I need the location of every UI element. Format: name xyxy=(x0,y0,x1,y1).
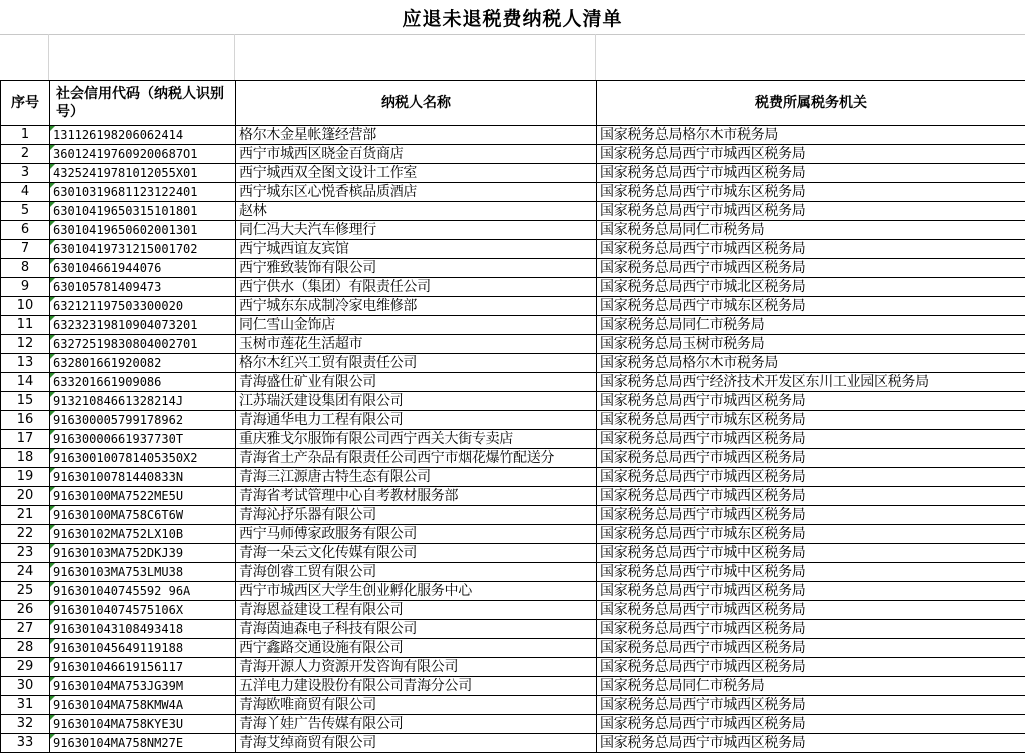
row-code[interactable]: 916301043108493418 xyxy=(50,620,236,639)
row-code[interactable]: 916301045649119188 xyxy=(50,639,236,658)
header-seq: 序号 xyxy=(1,81,50,126)
row-seq[interactable]: 19 xyxy=(1,468,50,487)
header-name: 纳税人名称 xyxy=(236,81,597,126)
row-office[interactable]: 国家税务总局西宁市城东区税务局 xyxy=(597,525,1025,544)
row-code[interactable]: 633201661909086 xyxy=(50,373,236,392)
row-name[interactable]: 青海沁抒乐器有限公司 xyxy=(236,506,597,525)
table-row xyxy=(1,430,1025,449)
row-seq[interactable]: 20 xyxy=(1,487,50,506)
row-seq[interactable]: 16 xyxy=(1,411,50,430)
row-seq[interactable]: 33 xyxy=(1,734,50,753)
table-row xyxy=(1,449,1025,468)
table-row xyxy=(1,316,1025,335)
row-name[interactable]: 青海欧唯商贸有限公司 xyxy=(236,696,597,715)
row-office[interactable]: 国家税务总局西宁市城西区税务局 xyxy=(597,715,1025,734)
row-code[interactable]: 91630103MA753LMU38 xyxy=(50,563,236,582)
row-seq[interactable]: 8 xyxy=(1,259,50,278)
row-seq[interactable]: 22 xyxy=(1,525,50,544)
row-name[interactable]: 西宁城东东成制冷家电维修部 xyxy=(236,297,597,316)
row-office[interactable]: 国家税务总局西宁市城西区税务局 xyxy=(597,145,1025,164)
row-office[interactable]: 国家税务总局西宁市城西区税务局 xyxy=(597,696,1025,715)
row-code[interactable]: 91630100MA7522ME5U xyxy=(50,487,236,506)
row-office[interactable]: 国家税务总局玉树市税务局 xyxy=(597,335,1025,354)
table-row xyxy=(1,563,1025,582)
row-name[interactable]: 青海创睿工贸有限公司 xyxy=(236,563,597,582)
table-body xyxy=(1,126,1025,753)
row-office[interactable]: 国家税务总局西宁市城西区税务局 xyxy=(597,734,1025,753)
row-code[interactable]: 91630104074575106X xyxy=(50,601,236,620)
row-seq[interactable]: 1 xyxy=(1,126,50,145)
row-name[interactable]: 西宁城东区心悦香槟品质酒店 xyxy=(236,183,597,202)
row-code[interactable]: 916301040745592 96A xyxy=(50,582,236,601)
table-row xyxy=(1,335,1025,354)
row-office[interactable]: 国家税务总局西宁市城西区税务局 xyxy=(597,601,1025,620)
row-seq[interactable]: 15 xyxy=(1,392,50,411)
table-row xyxy=(1,183,1025,202)
table-row xyxy=(1,411,1025,430)
row-code[interactable]: 91321084661328214J xyxy=(50,392,236,411)
row-name[interactable]: 格尔木红兴工贸有限责任公司 xyxy=(236,354,597,373)
table-row xyxy=(1,354,1025,373)
row-name[interactable]: 西宁马师傅家政服务有限公司 xyxy=(236,525,597,544)
row-name[interactable]: 青海开源人力资源开发咨询有限公司 xyxy=(236,658,597,677)
row-name[interactable]: 五洋电力建设股份有限公司青海分公司 xyxy=(236,677,597,696)
row-name[interactable]: 青海茵迪森电子科技有限公司 xyxy=(236,620,597,639)
row-code[interactable]: 632121197503300020 xyxy=(50,297,236,316)
row-seq[interactable]: 28 xyxy=(1,639,50,658)
row-name[interactable]: 格尔木金星帐篷经营部 xyxy=(236,126,597,145)
row-seq[interactable]: 26 xyxy=(1,601,50,620)
table-row xyxy=(1,582,1025,601)
row-code[interactable]: 632801661920082 xyxy=(50,354,236,373)
row-name[interactable]: 同仁雪山金饰店 xyxy=(236,316,597,335)
table-row xyxy=(1,734,1025,753)
row-office[interactable]: 国家税务总局西宁市城西区税务局 xyxy=(597,468,1025,487)
row-seq[interactable]: 5 xyxy=(1,202,50,221)
row-name[interactable]: 赵林 xyxy=(236,202,597,221)
row-name[interactable]: 西宁市城西区晓金百货商店 xyxy=(236,145,597,164)
header-office: 税费所属税务机关 xyxy=(597,81,1025,126)
table-row xyxy=(1,145,1025,164)
row-code[interactable]: 360124197609200687O1 xyxy=(50,145,236,164)
grid-line xyxy=(234,34,235,80)
row-office[interactable]: 国家税务总局西宁市城西区税务局 xyxy=(597,392,1025,411)
row-seq[interactable]: 21 xyxy=(1,506,50,525)
row-seq[interactable]: 4 xyxy=(1,183,50,202)
row-seq[interactable]: 18 xyxy=(1,449,50,468)
row-office[interactable]: 国家税务总局西宁经济技术开发区东川工业园区税务局 xyxy=(597,373,1025,392)
table-row xyxy=(1,696,1025,715)
table-row xyxy=(1,601,1025,620)
table-row xyxy=(1,544,1025,563)
row-name[interactable]: 西宁城西谊友宾馆 xyxy=(236,240,597,259)
row-name[interactable]: 青海省土产杂品有限责任公司西宁市烟花爆竹配送分 xyxy=(236,449,597,468)
row-name[interactable]: 西宁雅致装饰有限公司 xyxy=(236,259,597,278)
row-name[interactable]: 同仁冯大夫汽车修理行 xyxy=(236,221,597,240)
row-name[interactable]: 西宁供水（集团）有限责任公司 xyxy=(236,278,597,297)
row-office[interactable]: 国家税务总局西宁市城西区税务局 xyxy=(597,506,1025,525)
row-name[interactable]: 青海恩益建设工程有限公司 xyxy=(236,601,597,620)
row-code[interactable]: 63272519830804002701 xyxy=(50,335,236,354)
table-row xyxy=(1,373,1025,392)
row-code[interactable]: 43252419781012055X01 xyxy=(50,164,236,183)
row-code[interactable]: 630105781409473 xyxy=(50,278,236,297)
row-seq[interactable]: 31 xyxy=(1,696,50,715)
row-code[interactable]: 91630104MA753JG39M xyxy=(50,677,236,696)
row-office[interactable]: 国家税务总局格尔木市税务局 xyxy=(597,354,1025,373)
row-code[interactable]: 91630104MA758KMW4A xyxy=(50,696,236,715)
table-row xyxy=(1,278,1025,297)
row-code[interactable]: 131126198206062414 xyxy=(50,126,236,145)
row-seq[interactable]: 29 xyxy=(1,658,50,677)
table-row xyxy=(1,126,1025,145)
row-office[interactable]: 国家税务总局同仁市税务局 xyxy=(597,316,1025,335)
table-row xyxy=(1,240,1025,259)
row-code[interactable]: 91630100MA758C6T6W xyxy=(50,506,236,525)
row-seq[interactable]: 3 xyxy=(1,164,50,183)
grid-line xyxy=(48,34,49,80)
row-name[interactable]: 玉树市莲花生活超市 xyxy=(236,335,597,354)
row-name[interactable]: 青海盛仕矿业有限公司 xyxy=(236,373,597,392)
table-row xyxy=(1,164,1025,183)
row-office[interactable]: 国家税务总局格尔木市税务局 xyxy=(597,126,1025,145)
row-name[interactable]: 青海艾绰商贸有限公司 xyxy=(236,734,597,753)
table-row xyxy=(1,392,1025,411)
row-seq[interactable]: 30 xyxy=(1,677,50,696)
row-office[interactable]: 国家税务总局西宁市城东区税务局 xyxy=(597,297,1025,316)
row-seq[interactable]: 32 xyxy=(1,715,50,734)
row-office[interactable]: 国家税务总局西宁市城西区税务局 xyxy=(597,487,1025,506)
row-office[interactable]: 国家税务总局西宁市城西区税务局 xyxy=(597,658,1025,677)
row-seq[interactable]: 12 xyxy=(1,335,50,354)
row-code[interactable]: 91630103MA752DKJ39 xyxy=(50,544,236,563)
row-office[interactable]: 国家税务总局西宁市城西区税务局 xyxy=(597,430,1025,449)
taxpayer-table xyxy=(0,80,1025,753)
table-row xyxy=(1,506,1025,525)
table-row xyxy=(1,468,1025,487)
row-office[interactable]: 国家税务总局西宁市城中区税务局 xyxy=(597,544,1025,563)
row-code[interactable]: 91630102MA752LX10B xyxy=(50,525,236,544)
table-row xyxy=(1,658,1025,677)
row-name[interactable]: 青海丫娃广告传媒有限公司 xyxy=(236,715,597,734)
row-seq[interactable]: 2 xyxy=(1,145,50,164)
row-code[interactable]: 630104661944076 xyxy=(50,259,236,278)
table-row xyxy=(1,677,1025,696)
row-office[interactable]: 国家税务总局同仁市税务局 xyxy=(597,677,1025,696)
row-office[interactable]: 国家税务总局西宁市城西区税务局 xyxy=(597,639,1025,658)
row-code[interactable]: 916300005799178962 xyxy=(50,411,236,430)
row-office[interactable]: 国家税务总局西宁市城西区税务局 xyxy=(597,240,1025,259)
row-name[interactable]: 青海三江源唐古特生态有限公司 xyxy=(236,468,597,487)
row-office[interactable]: 国家税务总局西宁市城西区税务局 xyxy=(597,620,1025,639)
row-seq[interactable]: 10 xyxy=(1,297,50,316)
row-seq[interactable]: 25 xyxy=(1,582,50,601)
row-seq[interactable]: 6 xyxy=(1,221,50,240)
row-office[interactable]: 国家税务总局西宁市城北区税务局 xyxy=(597,278,1025,297)
table-row xyxy=(1,715,1025,734)
row-name[interactable]: 西宁鑫路交通设施有限公司 xyxy=(236,639,597,658)
row-name[interactable]: 江苏瑞沃建设集团有限公司 xyxy=(236,392,597,411)
row-code[interactable]: 63010419731215001702 xyxy=(50,240,236,259)
row-code[interactable]: 63010319681123122401 xyxy=(50,183,236,202)
table-row xyxy=(1,259,1025,278)
document-title: 应退未退税费纳税人清单 xyxy=(0,0,1025,35)
table-row xyxy=(1,297,1025,316)
row-seq[interactable]: 7 xyxy=(1,240,50,259)
table-row xyxy=(1,202,1025,221)
row-seq[interactable]: 23 xyxy=(1,544,50,563)
row-office[interactable]: 国家税务总局西宁市城西区税务局 xyxy=(597,202,1025,221)
table-row xyxy=(1,221,1025,240)
row-name[interactable]: 青海省考试管理中心自考教材服务部 xyxy=(236,487,597,506)
row-office[interactable]: 国家税务总局西宁市城西区税务局 xyxy=(597,582,1025,601)
blank-row xyxy=(0,34,1025,80)
row-code[interactable]: 63010419650315101801 xyxy=(50,202,236,221)
header-code: 社会信用代码（纳税人识别号） xyxy=(50,81,236,126)
row-name[interactable]: 西宁城西双全图文设计工作室 xyxy=(236,164,597,183)
row-name[interactable]: 重庆雅戈尔服饰有限公司西宁西关大街专卖店 xyxy=(236,430,597,449)
row-name[interactable]: 青海通华电力工程有限公司 xyxy=(236,411,597,430)
row-seq[interactable]: 24 xyxy=(1,563,50,582)
row-code[interactable]: 63010419650602001301 xyxy=(50,221,236,240)
table-row xyxy=(1,487,1025,506)
row-office[interactable]: 国家税务总局西宁市城西区税务局 xyxy=(597,449,1025,468)
row-code[interactable]: 91630100781440833N xyxy=(50,468,236,487)
row-code[interactable]: 91630000661937730T xyxy=(50,430,236,449)
row-name[interactable]: 青海一朵云文化传媒有限公司 xyxy=(236,544,597,563)
row-office[interactable]: 国家税务总局西宁市城西区税务局 xyxy=(597,164,1025,183)
row-seq[interactable]: 14 xyxy=(1,373,50,392)
table-row xyxy=(1,639,1025,658)
row-name[interactable]: 西宁市城西区大学生创业孵化服务中心 xyxy=(236,582,597,601)
row-code[interactable]: 91630104MA758KYE3U xyxy=(50,715,236,734)
row-code[interactable]: 916301046619156117 xyxy=(50,658,236,677)
row-office[interactable]: 国家税务总局西宁市城西区税务局 xyxy=(597,259,1025,278)
row-seq[interactable]: 27 xyxy=(1,620,50,639)
row-code[interactable]: 63232319810904073201 xyxy=(50,316,236,335)
row-code[interactable]: 91630104MA758NM27E xyxy=(50,734,236,753)
row-office[interactable]: 国家税务总局西宁市城东区税务局 xyxy=(597,411,1025,430)
table-row xyxy=(1,525,1025,544)
row-office[interactable]: 国家税务总局西宁市城中区税务局 xyxy=(597,563,1025,582)
row-seq[interactable]: 17 xyxy=(1,430,50,449)
row-code[interactable]: 916300100781405350X2 xyxy=(50,449,236,468)
table-row xyxy=(1,620,1025,639)
row-office[interactable]: 国家税务总局同仁市税务局 xyxy=(597,221,1025,240)
grid-line xyxy=(595,34,596,80)
row-seq[interactable]: 13 xyxy=(1,354,50,373)
row-seq[interactable]: 11 xyxy=(1,316,50,335)
row-seq[interactable]: 9 xyxy=(1,278,50,297)
header-row xyxy=(1,81,1025,126)
row-office[interactable]: 国家税务总局西宁市城东区税务局 xyxy=(597,183,1025,202)
